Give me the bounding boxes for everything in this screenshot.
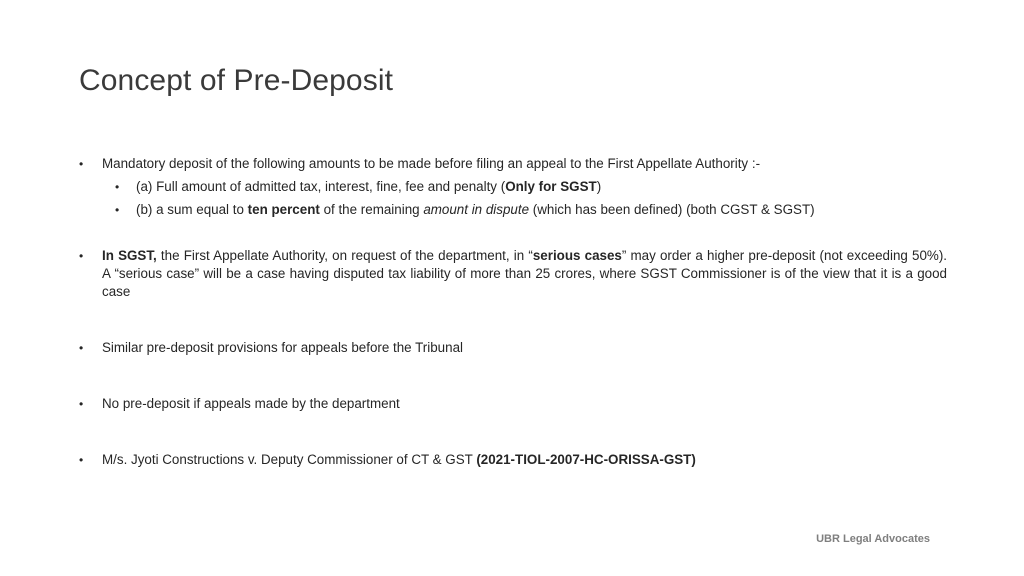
sub-bullet-text-suffix: (which has been defined) (both CGST & SGST) [529, 202, 815, 217]
slide-body [79, 155, 947, 469]
slide-title: Concept of Pre-Deposit [79, 64, 394, 97]
bullet-text-part2: ” may order a higher pre-deposit (not exceeding 50%). A “serious case” will be a case having disputed tax liability of more than 25 crores, where SGST Commissioner is of the view that it is a good case [102, 248, 947, 299]
bullet-dot: • [79, 157, 84, 171]
bullet-tribunal [79, 339, 947, 357]
sub-bullet-dot: • [115, 203, 120, 217]
sub-bullet-text-middle: of the remaining [319, 202, 424, 217]
bullet-bold-lead: In SGST, [102, 248, 157, 263]
bullet-text: No pre-deposit if appeals made by the department [102, 396, 400, 411]
sub-bullet-ten-percent [79, 201, 947, 219]
case-citation: (2021-TIOL-2007-HC-ORISSA-GST) [476, 452, 696, 467]
sub-bullet-bold: ten percent [247, 202, 320, 217]
sub-bullet-italic: amount in dispute [423, 202, 530, 217]
bullet-dot: • [79, 453, 84, 467]
bullet-in-sgst [79, 247, 947, 301]
bullet-case-citation [79, 451, 947, 469]
bullet-text: M/s. Jyoti Constructions v. Deputy Commissioner of CT & GST [102, 452, 477, 467]
bullet-text: Similar pre-deposit provisions for appeals before the Tribunal [102, 340, 463, 355]
bullet-text-part1: the First Appellate Authority, on request of the department, in “ [156, 248, 533, 263]
sub-bullet-text-prefix: (b) a sum equal to [136, 202, 248, 217]
bullet-no-pre-deposit [79, 395, 947, 413]
sub-bullet-admitted-tax [79, 178, 947, 196]
sub-bullet-text-suffix: ) [596, 179, 602, 194]
bullet-mandatory-deposit [79, 155, 947, 219]
sub-bullet-dot: • [115, 180, 120, 194]
sub-bullet-bold: Only for SGST [505, 179, 597, 194]
bullet-dot: • [79, 249, 84, 263]
footer-firm-name: UBR Legal Advocates [816, 533, 930, 545]
sub-bullet-text-prefix: (a) Full amount of admitted tax, interest, fine, fee and penalty ( [136, 179, 506, 194]
bullet-dot: • [79, 397, 84, 411]
bullet-bold-mid: serious cases [532, 248, 622, 263]
bullet-text: Mandatory deposit of the following amounts to be made before filing an appeal to the First Appellate Authority :- [102, 156, 761, 171]
bullet-dot: • [79, 341, 84, 355]
